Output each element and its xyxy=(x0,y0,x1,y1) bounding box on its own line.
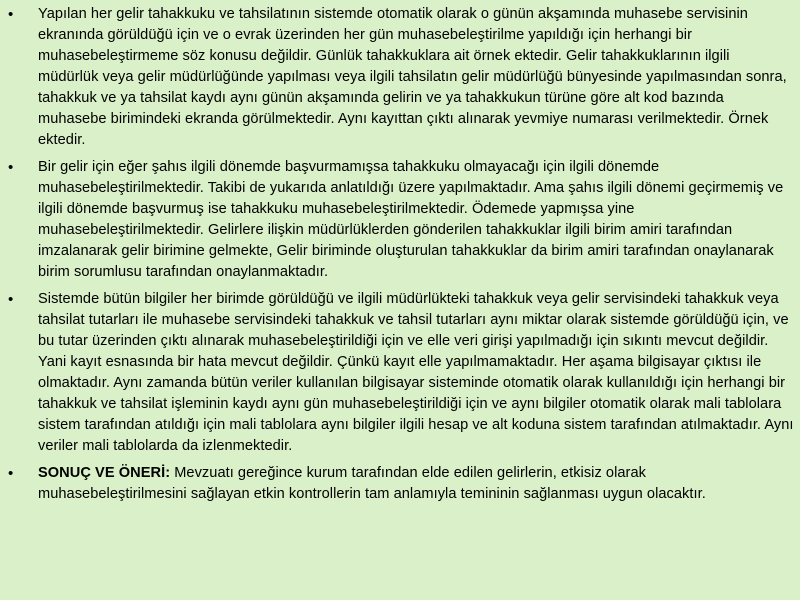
bullet-item-3 xyxy=(6,289,794,457)
bullet-text: Yapılan her gelir tahakkuku ve tahsilatının sistemde otomatik olarak o günün akşamında muhasebe servisinin ekranında görüldüğü için ve o evrak üzerinden her gün muhasebeleştirilme yapıldığı için herhangi bir muhasebeleştirmeme söz konusu değildir. Günlük tahakkuklara ait örnek ektedir. Gelir tahakkuklarının ilgili müdürlük veya gelir müdürlüğünde yapılması veya ilgili tahsilatın gelir müdürlüğü bünyesinde yapılmasından sonra, tahakkuk ve ya tahsilat kaydı aynı günün akşamında gelirin ve ya tahakkukun türüne göre alt kod bazında muhasebe birimindeki ekranda görülmektedir. Aynı kayıttan çıktı alınarak yevmiye numarası verilmektedir. Örnek ektedir. xyxy=(38,6,787,148)
bullet-item-4 xyxy=(6,463,794,505)
bullet-icon: • xyxy=(8,159,14,176)
bullet-item-1 xyxy=(6,4,794,151)
conclusion-heading: SONUÇ VE ÖNERİ: xyxy=(38,465,171,481)
bullet-icon: • xyxy=(8,291,14,308)
bullet-item-2 xyxy=(6,157,794,283)
bullet-text: Sistemde bütün bilgiler her birimde görüldüğü ve ilgili müdürlükteki tahakkuk veya gelir servisindeki tahakkuk veya tahsilat tutarları ile muhasebe servisindeki tahakkuk ve tahsil tutarları aynı miktar olarak sistemde görüldüğü için, ve bu tutar üzerinden çıktı alınarak muhasebeleştirildiği için ve elle veri girişi yapılmadığı için sıkıntı mevcut değildir. Yani kayıt esnasında bir hata mevcut değildir. Çünkü kayıt elle yapılmamaktadır. Her aşama bilgisayar çıktısı ile olmaktadır. Aynı zamanda bütün veriler kullanılan bilgisayar sisteminde otomatik olarak kullanıldığı için herhangi bir tahakkuk ve tahsilat işleminin kaydı aynı gün muhasebeleştirildiği için ve aynı bilgiler otomatik olarak mali tablolara sistem tarafından atıldığı için mali tablolara aynı bilgiler ilgili hesap ve alt koduna sistem tarafından atılmaktadır. Aynı veriler mali tablolarda da izlenmektedir. xyxy=(38,291,794,454)
bullet-icon: • xyxy=(8,6,14,23)
bullet-text: Bir gelir için eğer şahıs ilgili dönemde başvurmamışsa tahakkuku olmayacağı için ilgili dönemde muhasebeleştirilmektedir. Takibi de yukarıda anlatıldığı üzere yapılmaktadır. Ama şahıs ilgili dönemi geçirmemiş ve ilgili dönemde başvurmuş ise tahakkuku muhasebeleştirilmektedir. Ödemede yapmışsa yine muhasebeleştirilmektedir. Gelirlere ilişkin müdürlüklerden gönderilen tahakkuklar ilgili birim amiri tarafından imzalanarak gelir birimine gelmekte, Gelir biriminde oluşturulan tahakkuklar da birim amiri tarafından onaylanarak birim sorumlusu tarafından onaylanmaktadır. xyxy=(38,159,784,280)
bullet-list xyxy=(6,4,794,505)
bullet-text: Mevzuatı gereğince kurum tarafından elde edilen gelirlerin, etkisiz olarak muhasebeleştirilmesini sağlayan etkin kontrollerin tam anlamıyla temininin sağlanması uygun olacaktır. xyxy=(38,465,706,502)
bullet-icon: • xyxy=(8,465,14,482)
